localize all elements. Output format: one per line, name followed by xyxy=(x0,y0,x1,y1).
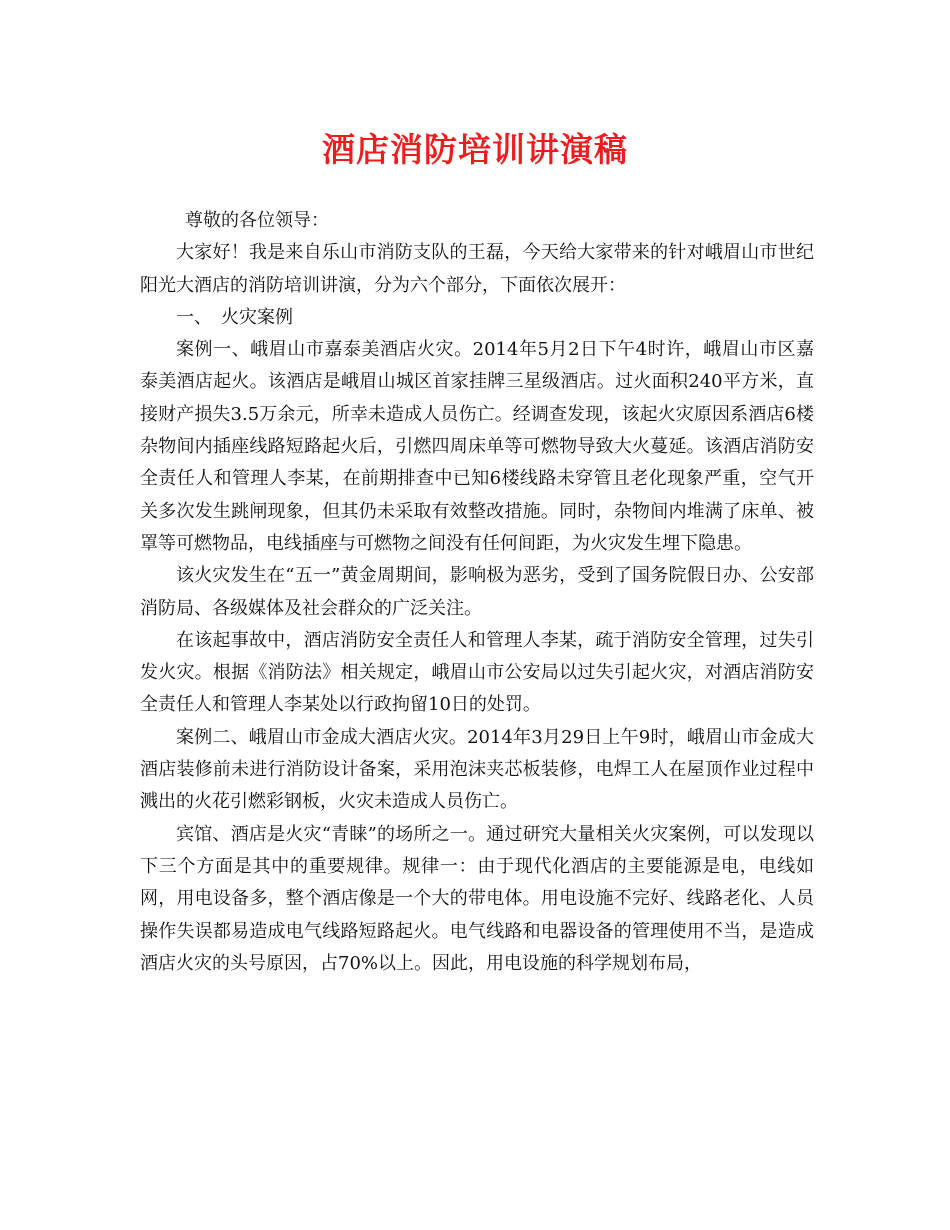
paragraph-case-two: 案例二、峨眉山市金成大酒店火灾。2014年3月29日上午9时，峨眉山市金成大酒店装修前未进行消防设计备案，采用泡沫夹芯板装修，电焊工人在屋顶作业过程中溅出的火花引燃彩钢板，火灾未造成人员伤亡。 xyxy=(140,726,814,813)
paragraph-patterns: 宾馆、酒店是火灾“青睐”的场所之一。通过研究大量相关火灾案例，可以发现以下三个方面是其中的重要规律。规律一：由于现代化酒店的主要能源是电，电线如网，用电设备多，整个酒店像是一个大的带电体。用电设施不完好、线路老化、人员操作失误都易造成电气线路短路起火。电气线路和电器设备的管理使用不当，是造成酒店火灾的头号原因，占70%以上。因此，用电设施的科学规划布局， xyxy=(140,823,814,974)
section-heading: 一、 火灾案例 xyxy=(176,306,293,328)
salutation: 尊敬的各位领导： xyxy=(185,210,329,231)
paragraph-case-one-impact: 该火灾发生在“五一”黄金周期间，影响极为恶劣，受到了国务院假日办、公安部消防局、各级媒体及社会群众的广泛关注。 xyxy=(140,565,814,619)
document-title: 酒店消防培训讲演稿 xyxy=(322,130,628,169)
paragraph-case-one: 案例一、峨眉山市嘉泰美酒店火灾。2014年5月2日下午4时许，峨眉山市区嘉泰美酒店起火。该酒店是峨眉山城区首家挂牌三星级酒店。过火面积240平方米，直接财产损失3.5万余元，所幸未造成人员伤亡。经调查发现，该起火灾原因系酒店6楼杂物间内插座线路短路起火后，引燃四周床单等可燃物导致大火蔓延。该酒店消防安全责任人和管理人李某，在前期排查中已知6楼线路未穿管且老化现象严重，空气开关多次发生跳闸现象，但其仍未采取有效整改措施。同时，杂物间内堆满了床单、被罩等可燃物品，电线插座与可燃物之间没有任何间距，为火灾发生埋下隐患。 xyxy=(140,339,814,554)
document-body xyxy=(140,205,814,980)
paragraph-intro: 大家好！我是来自乐山市消防支队的王磊，今天给大家带来的针对峨眉山市世纪阳光大酒店的消防培训讲演，分为六个部分，下面依次展开： xyxy=(140,242,814,296)
paragraph-case-one-penalty: 在该起事故中，酒店消防安全责任人和管理人李某，疏于消防安全管理，过失引发火灾。根据《消防法》相关规定，峨眉山市公安局以过失引起火灾，对酒店消防安全责任人和管理人李某处以行政拘留10日的处罚。 xyxy=(140,629,814,716)
